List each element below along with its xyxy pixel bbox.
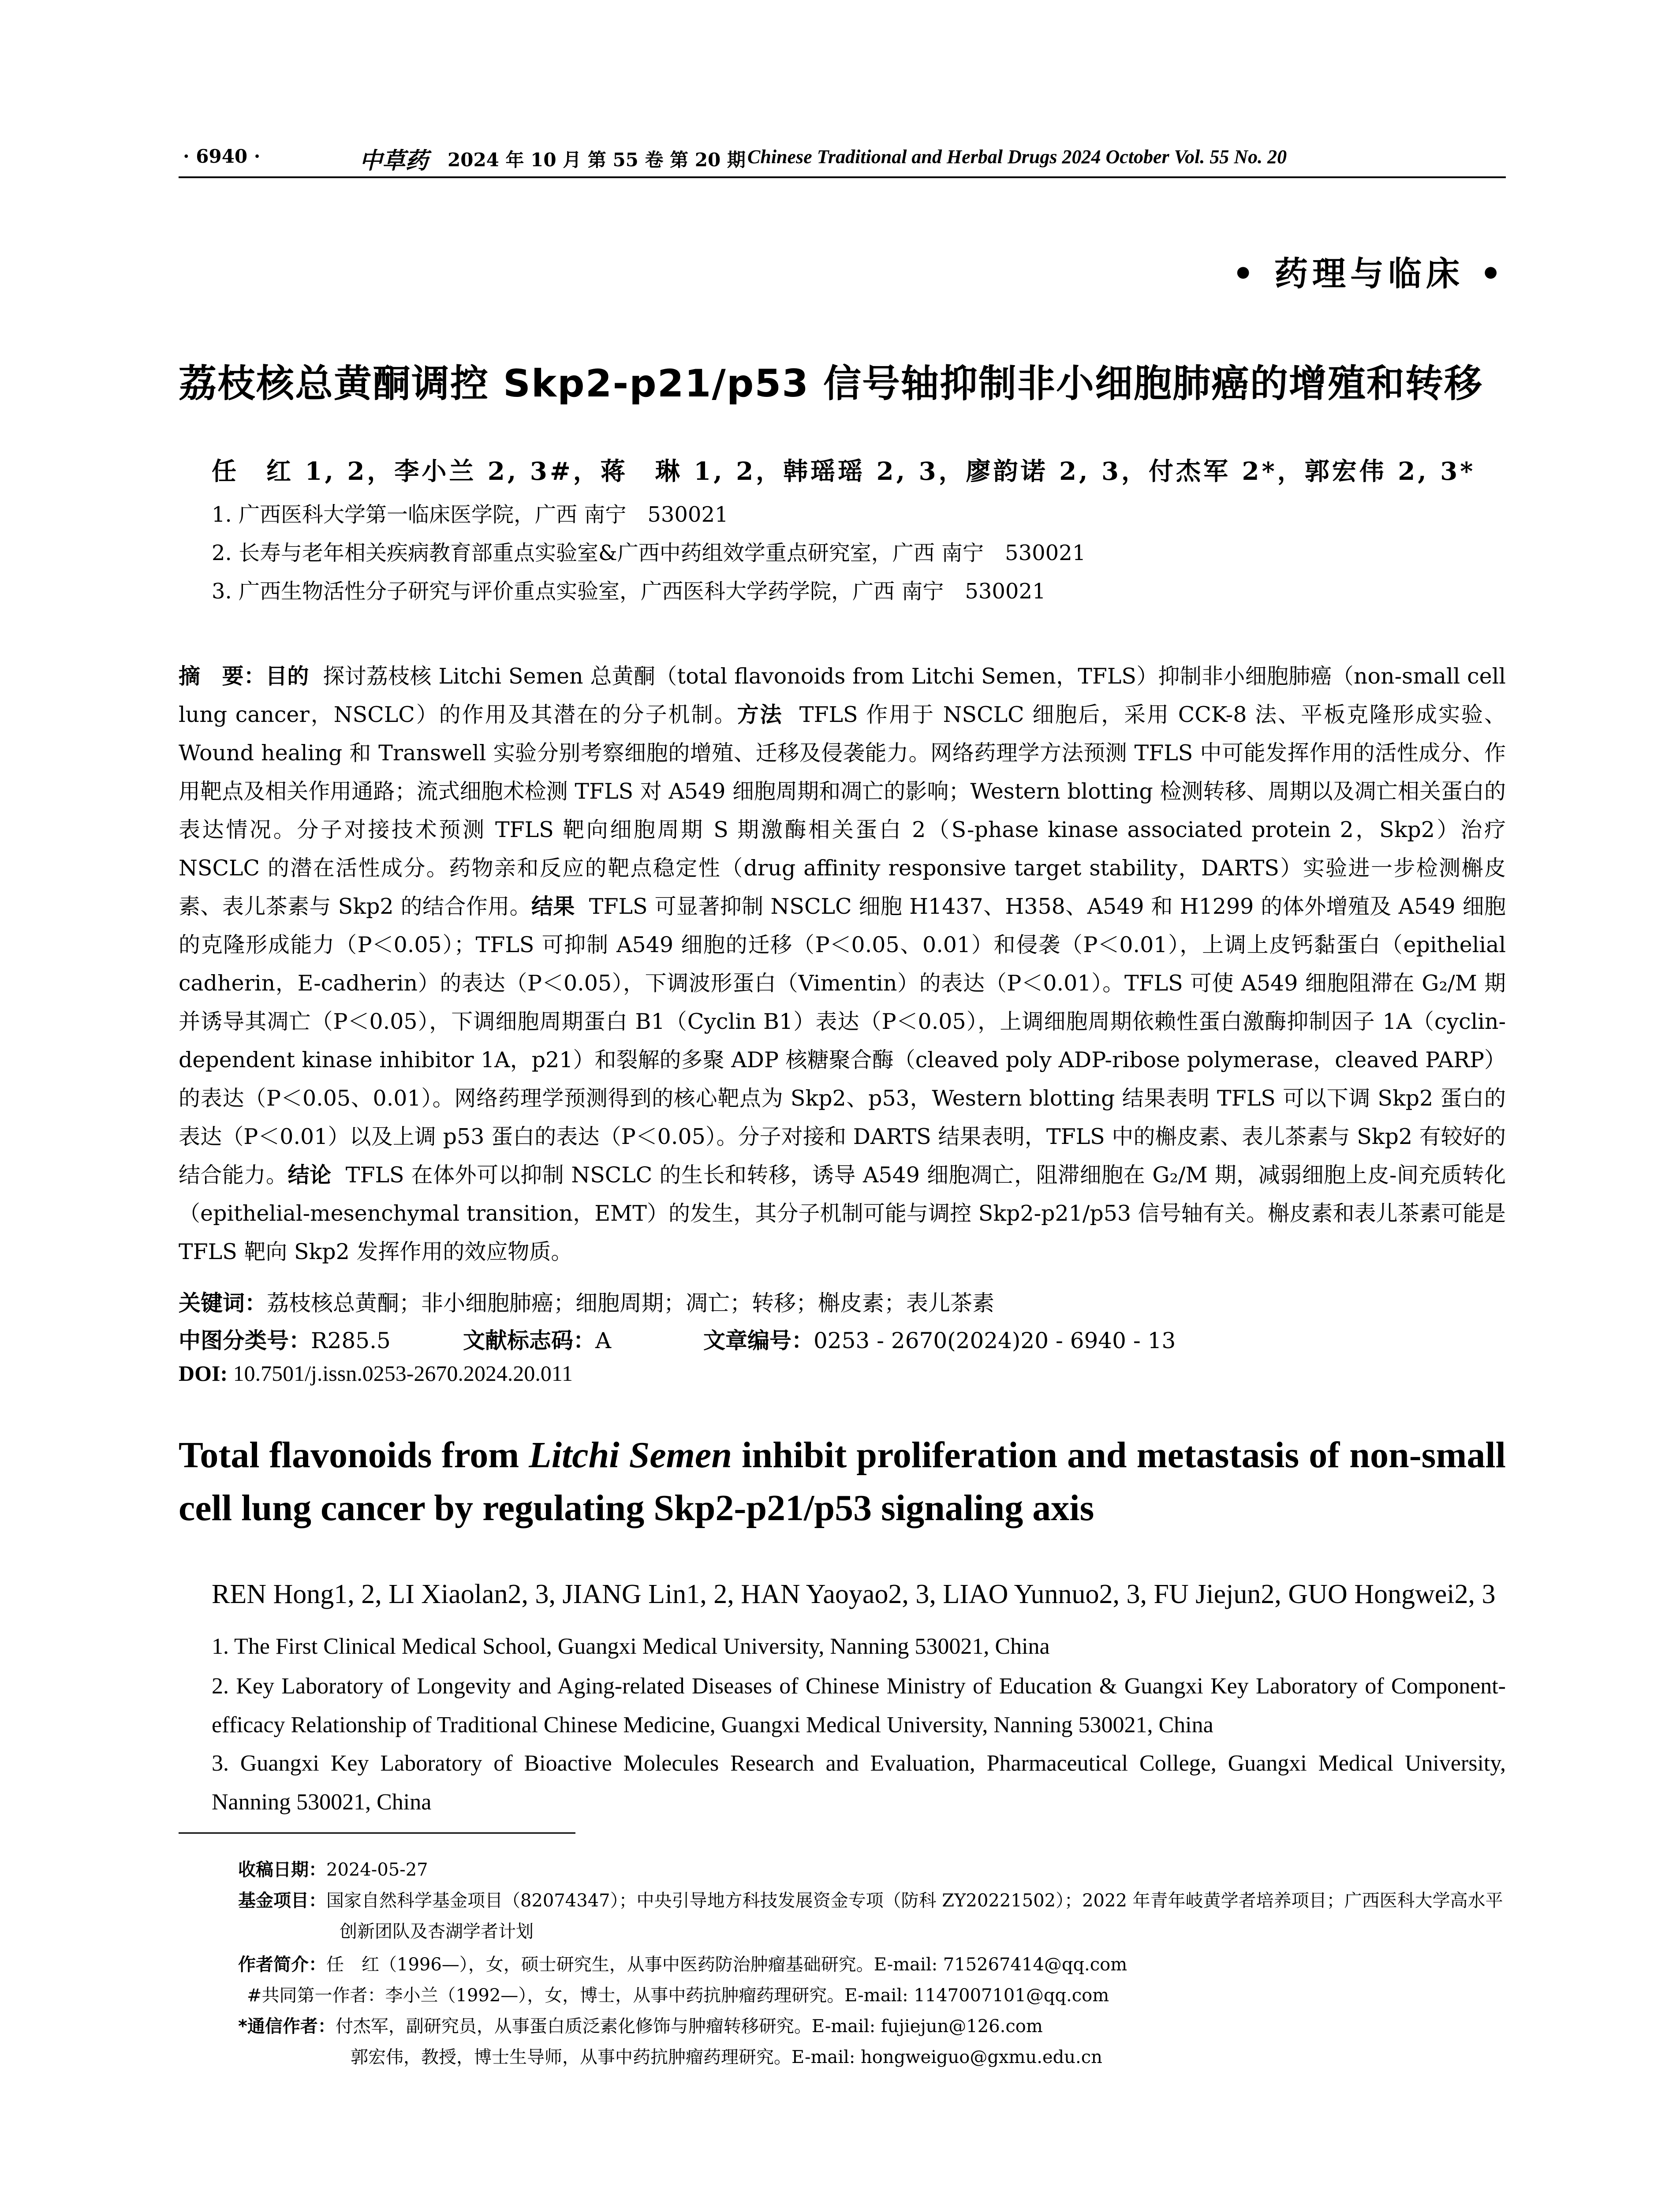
classification-article — [703, 1323, 1176, 1355]
doc-label: 文献标志码： — [463, 1328, 595, 1353]
affiliation-en-3: 3. Guangxi Key Laboratory of Bioactive Molecules Research and Evaluation, Pharmaceutical College, Guangxi Medical University, Nanning 530021, China — [212, 1751, 1506, 1815]
objective-text: 探讨荔枝核 Litchi Semen 总黄酮（total flavonoids from Litchi Semen，TFLS）抑制非小细胞肺癌（non-small cell lung cancer，NSCLC）的作用及其潜在的分子机制。 — [179, 664, 1506, 727]
page-number: · 6940 · — [183, 146, 261, 167]
methods-text: TFLS 作用于 NSCLC 细胞后，采用 CCK-8 法、平板克隆形成实验、Wound healing 和 Transwell 实验分别考察细胞的增殖、迁移及侵袭能力。网络药理学方法预测 TFLS 中可能发挥作用的活性成分、作用靶点及相关作用通路；流式细胞术检测 TFLS 对 A549 细胞周期和凋亡的影响；Western blotting 检测转移、周期以及凋亡相关蛋白的表达情况。分子对接技术预测 TFLS 靶向细胞周期 S 期激酶相关蛋白 2（S-phase kinase associated protein 2，Skp2）治疗 NSCLC 的潜在活性成分。药物亲和反应的靶点稳定性（drug affinity responsive target stability，DARTS）实验进一步检测槲皮素、表儿茶素与 Skp2 的结合作用。 — [179, 702, 1506, 919]
doi — [179, 1360, 573, 1386]
corresp-label: *通信作者： — [238, 2016, 336, 2037]
footnote-corresponding — [238, 2011, 1508, 2042]
fund-label: 基金项目： — [238, 1891, 326, 1911]
journal-name-cn: 中草药 — [359, 147, 429, 174]
received-label: 收稿日期： — [238, 1860, 326, 1880]
doi-value: 10.7501/j.issn.0253-2670.2024.20.011 — [233, 1361, 573, 1386]
footnote-rule — [179, 1832, 575, 1834]
header-rule — [179, 176, 1506, 178]
issue-info-cn: 2024 年 10 月 第 55 卷 第 20 期 — [448, 149, 746, 171]
article-value: 0253 - 2670(2024)20 - 6940 - 13 — [814, 1328, 1176, 1353]
keywords — [179, 1286, 994, 1317]
title-en — [179, 1429, 1506, 1535]
footnote-cofirst: #共同第一作者：李小兰（1992—），女，博士，从事中药抗肿瘤药理研究。E-mail: 1147007101@qq.com — [247, 1985, 1109, 2006]
affiliation-cn-2: 2. 长寿与老年相关疾病教育部重点实验室&广西中药组效学重点研究室，广西 南宁 530021 — [212, 541, 1086, 565]
journal-name-en: Chinese Traditional and Herbal Drugs 2024 October Vol. 55 No. 20 — [747, 146, 1287, 168]
article-label: 文章编号： — [703, 1328, 814, 1353]
affiliation-en-2: 2. Key Laboratory of Longevity and Aging-related Diseases of Chinese Ministry of Education & Guangxi Key Laboratory of Component-efficacy Relationship of Traditional Chinese Medicine, Guangxi Medical University, Nanning 530021, China — [212, 1674, 1506, 1738]
title-en-part1: Total flavonoids from — [179, 1435, 529, 1476]
authors-en: REN Hong1, 2, LI Xiaolan2, 3, JIANG Lin1, 2, HAN Yaoyao2, 3, LIAO Yunnuo2, 3, FU Jiejun2, GUO Hongwei2, 3 — [212, 1579, 1496, 1609]
affiliation-cn-1: 1. 广西医科大学第一临床医学院，广西 南宁 530021 — [212, 502, 728, 527]
objective-label: 目的 — [265, 664, 309, 689]
authors-cn: 任 红 1, 2，李小兰 2, 3#，蒋 琳 1, 2，韩瑶瑶 2, 3，廖韵诺 2, 3，付杰军 2*，郭宏伟 2, 3* — [212, 457, 1476, 486]
abstract-cn — [179, 657, 1506, 1271]
keywords-text: 荔枝核总黄酮；非小细胞肺癌；细胞周期；凋亡；转移；槲皮素；表儿茶素 — [267, 1290, 994, 1316]
received-date: 2024-05-27 — [326, 1860, 428, 1880]
conclusion-label: 结论 — [287, 1162, 332, 1188]
affiliation-en-1: 1. The First Clinical Medical School, Guangxi Medical University, Nanning 530021, China — [212, 1634, 1050, 1659]
corresp-text-1: 付杰军，副研究员，从事蛋白质泛素化修饰与肿瘤转移研究。E-mail: fujiejun@126.com — [335, 2016, 1043, 2037]
title-en-part2: inhibit proliferation and metastasis of non-small cell lung cancer by regulating Skp2-p21/p53 signaling axis — [179, 1435, 1506, 1529]
doc-value: A — [595, 1328, 612, 1353]
clc-label: 中图分类号： — [179, 1328, 311, 1353]
conclusion-text: TFLS 在体外可以抑制 NSCLC 的生长和转移，诱导 A549 细胞凋亡，阻滞细胞在 G₂/M 期，减弱细胞上皮-间充质转化（epithelial-mesenchymal transition，EMT）的发生，其分子机制可能与调控 Skp2-p21/p53 信号轴有关。槲皮素和表儿茶素可能是 TFLS 靶向 Skp2 发挥作用的效应物质。 — [179, 1162, 1506, 1264]
classification-clc — [179, 1323, 391, 1355]
keywords-label: 关键词： — [179, 1290, 267, 1316]
title-en-italic: Litchi Semen — [529, 1435, 732, 1476]
title-cn: 荔枝核总黄酮调控 Skp2-p21/p53 信号轴抑制非小细胞肺癌的增殖和转移 — [179, 362, 1483, 406]
methods-label: 方法 — [737, 702, 783, 727]
affiliation-cn-3: 3. 广西生物活性分子研究与评价重点实验室，广西医科大学药学院，广西 南宁 530021 — [212, 579, 1046, 604]
footnote-received — [238, 1854, 1508, 1885]
classification-doc — [463, 1323, 611, 1355]
doi-label: DOI: — [179, 1361, 228, 1386]
author-label: 作者简介： — [238, 1955, 326, 1975]
footnote-author — [238, 1949, 1508, 1980]
results-label: 结果 — [531, 894, 575, 919]
footnote-corresponding-2: 郭宏伟，教授，博士生导师，从事中药抗肿瘤药理研究。E-mail: hongweiguo@gxmu.edu.cn — [351, 2047, 1102, 2067]
abstract-label: 摘 要： — [179, 664, 266, 689]
fund-text: 国家自然科学基金项目（82074347）；中央引导地方科技发展资金专项（防科 ZY20221502）；2022 年青年岐黄学者培养项目；广西医科大学高水平创新团队及杏湖学者计划 — [326, 1891, 1503, 1942]
section-label: • 药理与临床 • — [1232, 254, 1506, 293]
author-text: 任 红（1996—），女，硕士研究生，从事中医药防治肿瘤基础研究。E-mail: 715267414@qq.com — [326, 1955, 1127, 1975]
results-text: TFLS 可显著抑制 NSCLC 细胞 H1437、H358、A549 和 H1299 的体外增殖及 A549 细胞的克隆形成能力（P＜0.05）；TFLS 可抑制 A549 细胞的迁移（P＜0.05、0.01）和侵袭（P＜0.01），上调上皮钙黏蛋白（epithelial cadherin，E-cadherin）的表达（P＜0.05），下调波形蛋白（Vimentin）的表达（P＜0.01）。TFLS 可使 A549 细胞阻滞在 G₂/M 期并诱导其凋亡（P＜0.05），下调细胞周期蛋白 B1（Cyclin B1）表达（P＜0.05），上调细胞周期依赖性蛋白激酶抑制因子 1A（cyclin-dependent kinase inhibitor 1A，p21）和裂解的多聚 ADP 核糖聚合酶（cleaved poly ADP-ribose polymerase，cleaved PARP）的表达（P＜0.05、0.01）。网络药理学预测得到的核心靶点为 Skp2、p53，Western blotting 结果表明 TFLS 可以下调 Skp2 蛋白的表达（P＜0.01）以及上调 p53 蛋白的表达（P＜0.05）。分子对接和 DARTS 结果表明，TFLS 中的槲皮素、表儿茶素与 Skp2 有较好的结合能力。 — [179, 894, 1506, 1188]
clc-value: R285.5 — [311, 1328, 391, 1353]
footnote-fund — [238, 1885, 1508, 1947]
